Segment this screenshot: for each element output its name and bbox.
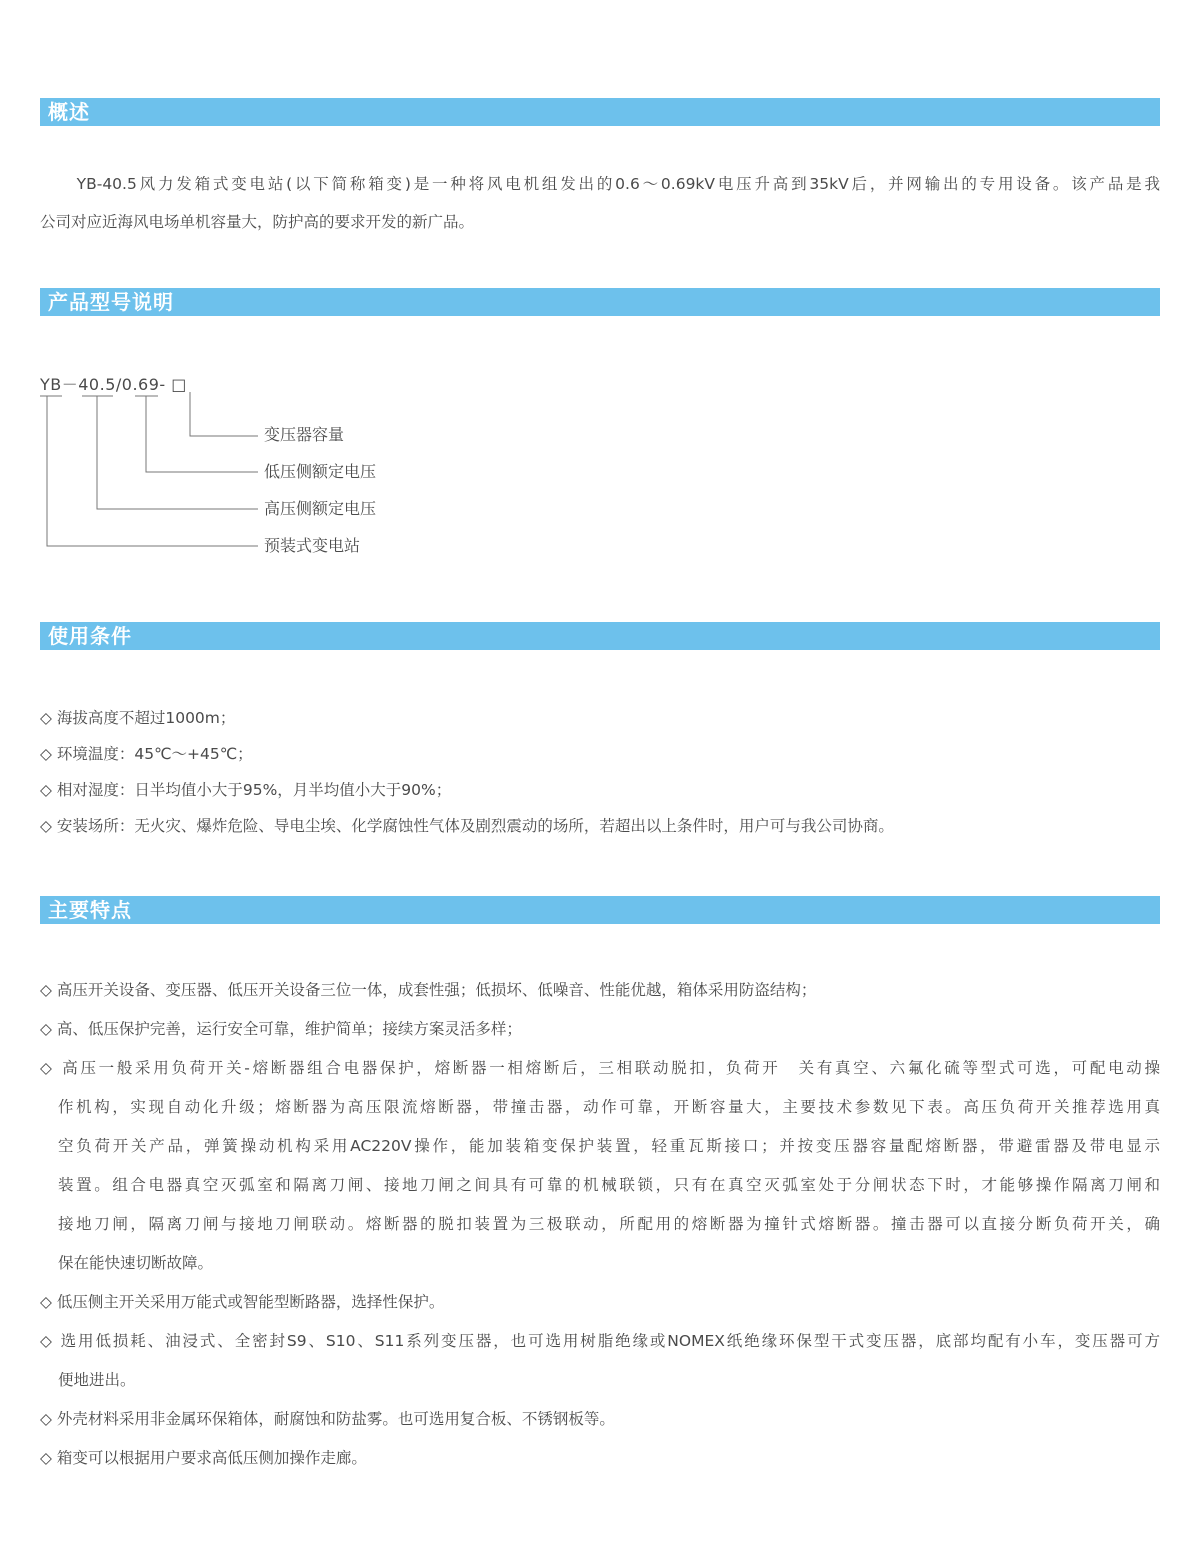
feature-line: 作机构，实现自动化升级；熔断器为高压限流熔断器，带撞击器，动作可靠，开断容量大，主要技术参数见下表。高压负荷开关推荐选用真: [58, 1098, 1160, 1116]
model-label-lv-voltage: 低压侧额定电压: [264, 462, 377, 481]
feature-line: ◇ 低压侧主开关采用万能式或智能型断路器，选择性保护。: [40, 1293, 445, 1311]
section-header-model: 产品型号说明: [40, 288, 1160, 316]
feature-line: ◇ 高、低压保护完善，运行安全可靠，维护简单；接续方案灵活多样；: [40, 1020, 522, 1038]
overview-line: YB-40.5风力发箱式变电站(以下简称箱变)是一种将风电机组发出的0.6～0.69kV电压升高到35kV后，并网输出的专用设备。该产品是我: [40, 175, 1160, 193]
condition-item: ◇ 相对湿度：日半均值小大于95%，月半均值小大于90%；: [40, 781, 452, 799]
section-header-features: 主要特点: [40, 896, 1160, 924]
model-code: YB－40.5/0.69- □: [40, 375, 187, 394]
feature-line: 保在能快速切断故障。: [58, 1254, 214, 1272]
model-label-capacity: 变压器容量: [264, 425, 345, 444]
feature-line: 便地进出。: [58, 1371, 136, 1389]
section-header-conditions: 使用条件: [40, 622, 1160, 650]
condition-item: ◇ 海拔高度不超过1000m；: [40, 709, 236, 727]
overview-line: 公司对应近海风电场单机容量大，防护高的要求开发的新广品。: [40, 213, 475, 231]
condition-item: ◇ 环境温度：45℃～+45℃；: [40, 745, 253, 763]
feature-line: 空负荷开关产品，弹簧操动机构采用AC220V操作，能加装箱变保护装置，轻重瓦斯接口；并按变压器容量配熔断器，带避雷器及带电显示: [58, 1137, 1160, 1155]
model-diagram-lines: [0, 0, 300, 560]
section-header-overview: 概述: [40, 98, 1160, 126]
condition-item: ◇ 安装场所：无火灾、爆炸危险、导电尘埃、化学腐蚀性气体及剧烈震动的场所，若超出以上条件时，用户可与我公司协商。: [40, 817, 894, 835]
feature-line: 装置。组合电器真空灭弧室和隔离刀闸、接地刀闸之间具有可靠的机械联锁，只有在真空灭弧室处于分闸状态下时，才能够操作隔离刀闸和: [58, 1176, 1160, 1194]
feature-line: ◇ 高压一般采用负荷开关-熔断器组合电器保护，熔断器一相熔断后，三相联动脱扣，负荷开 关有真空、六氟化硫等型式可选，可配电动操: [40, 1059, 1160, 1077]
model-label-substation: 预装式变电站: [264, 536, 361, 555]
model-label-hv-voltage: 高压侧额定电压: [264, 499, 377, 518]
feature-line: ◇ 箱变可以根据用户要求高低压侧加操作走廊。: [40, 1449, 367, 1467]
feature-line: ◇ 选用低损耗、油浸式、全密封S9、S10、S11系列变压器，也可选用树脂绝缘或NOMEX纸绝缘环保型干式变压器，底部均配有小车，变压器可方: [40, 1332, 1160, 1350]
feature-line: ◇ 外壳材料采用非金属环保箱体，耐腐蚀和防盐雾。也可选用复合板、不锈钢板等。: [40, 1410, 615, 1428]
feature-line: ◇ 高压开关设备、变压器、低压开关设备三位一体，成套性强；低损坏、低噪音、性能优越，箱体采用防盗结构；: [40, 981, 817, 999]
feature-line: 接地刀闸，隔离刀闸与接地刀闸联动。熔断器的脱扣装置为三极联动，所配用的熔断器为撞针式熔断器。撞击器可以直接分断负荷开关，确: [58, 1215, 1160, 1233]
